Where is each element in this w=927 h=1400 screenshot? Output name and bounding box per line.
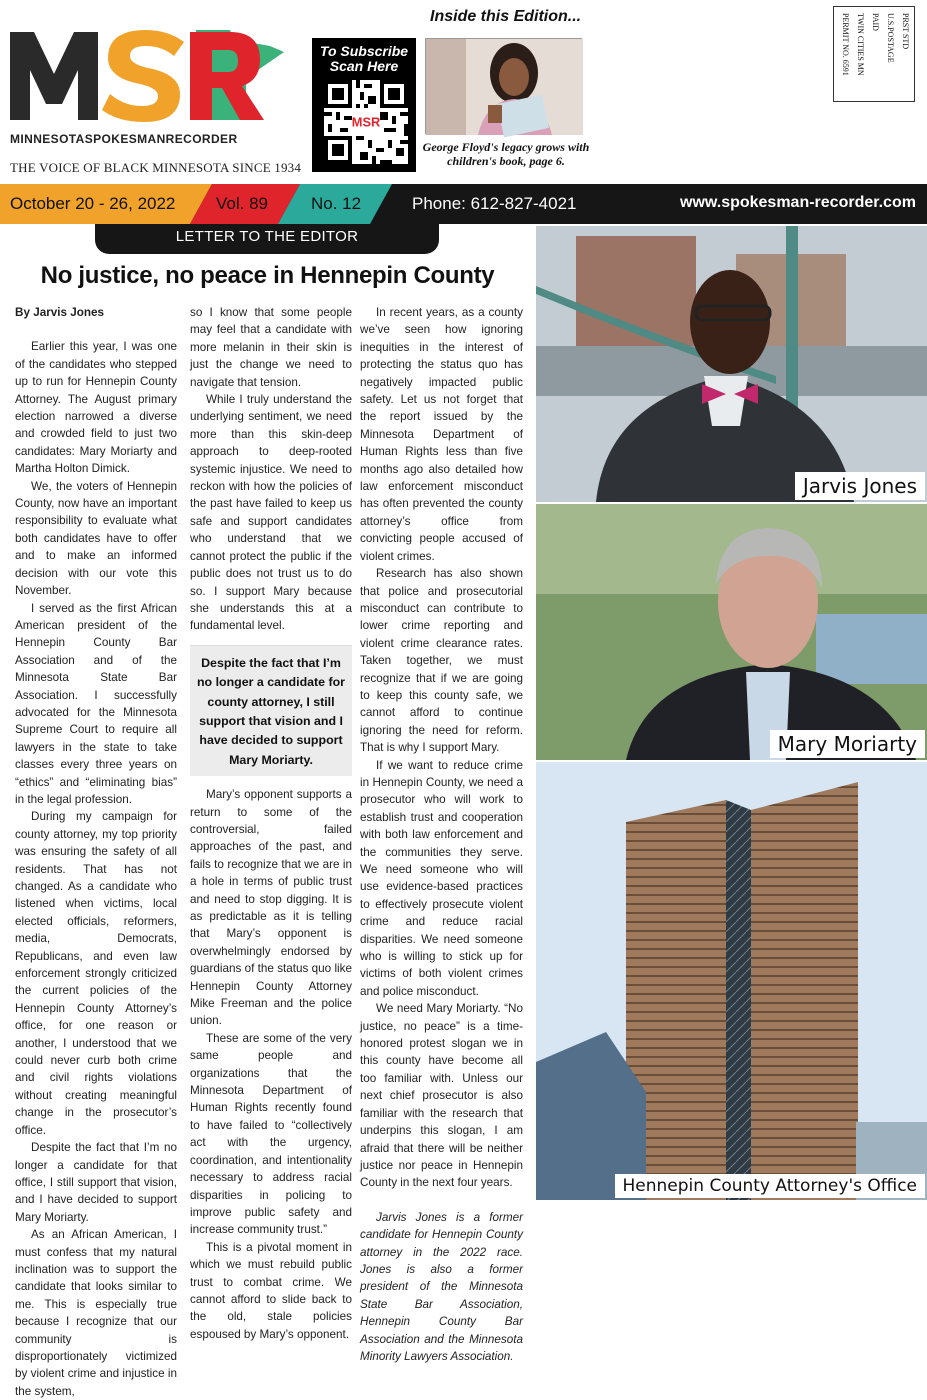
postage-line: U.S.POSTAGE	[886, 13, 895, 63]
msr-logo	[8, 22, 288, 122]
paragraph: We need Mary Moriarty. “No justice, no peace” is a time-honored protest slogan we in this county have become all too familiar with. Unless our next chief prosecutor is also familiar with the research that underpins this slogan, I am afraid that there will be neither justice nor peace in Hennepin County in the next four years.	[360, 1002, 523, 1190]
paragraph: This is a pivotal moment in which we must rebuild public trust to combat crime. We cannot afford to slide back to the old, stale policies espoused by Mary’s opponent.	[190, 1240, 352, 1341]
paragraph: so I know that some people may feel that a candidate with more melanin in their skin is just the change we need to navigate that tension.	[190, 306, 352, 389]
photo-mary-moriarty[interactable]	[536, 504, 927, 760]
postage-line: PAID	[871, 13, 880, 31]
paragraph: While I truly understand the underlying sentiment, we need more than this skin-deep approach to deep-rooted systemic injustice. We need to reckon with how the policies of the past have failed to keep us safe and support candidates who understand that we cannot protect the public if the public does not trust us to do so. I support Mary because she understands this at a fundamental level.	[190, 393, 352, 633]
website-link[interactable]: www.spokesman-recorder.com	[680, 194, 916, 211]
logo-letter-s	[102, 30, 184, 122]
paragraph: These are some of the very same people and organizations that the Minnesota Department of Human Rights recently found to have failed to “collectively act with the urgency, coordination, and intentionality necessary to address racial disparities in policing to improve public safety and increase community trust.”	[190, 1031, 352, 1237]
mary-moriarty-image	[536, 504, 927, 760]
tagline: THE VOICE OF BLACK MINNESOTA SINCE 1934	[10, 160, 302, 175]
paragraph: During my campaign for county attorney, my top priority was ensuring the safety of all residents. That has not changed. As a candidate who listened when victims, local elected officials, reformers, media, Democrats, Republicans, and even law enforcement strongly criticized the current policies of the Hennepin County Attorney’s office, for one reason or another, I understood that we could never curb both crime and civil rights violations without creating meaningful change in the prosecutor’s office.	[15, 810, 177, 1137]
paragraph: As an African American, I must confess that my natural inclination was to support the candidate that looks similar to me. This is especially true because I recognize that our community is disproportionately victimized by violent crime and injustice in the system,	[15, 1228, 177, 1398]
phone-number[interactable]: Phone: 612-827-4021	[412, 194, 577, 213]
postage-line: TWIN CITIES MN	[856, 13, 865, 76]
paragraph: Mary’s opponent supports a return to some of the controversial, failed approaches of the past, and fails to recognize that we are in a hole in terms of public trust and need to stop digging. It is as predictable as it is telling that Mary’s opponent is overwhelmingly endorsed by guardians of the status quo like Hennepin County Attorney Mike Freeman and the police union.	[190, 788, 352, 1028]
pull-quote: Despite the fact that I’m no longer a candidate for county attorney, I still support that vision and I have decided to support Mary Moriarty.	[190, 645, 352, 776]
byline: By Jarvis Jones	[15, 306, 105, 319]
paragraph: Despite the fact that I’m no longer a candidate for that office, I still support that vision, and I have decided to support Mary Moriarty.	[15, 1141, 177, 1224]
article-headline: No justice, no peace in Hennepin County	[40, 262, 495, 289]
paragraph: I served as the first African American president of the Hennepin County Bar Association and of the Minnesota State Bar Association. I successfully advocated for the Minnesota Supreme Court to require all lawyers in the state to take classes every three years on “ethics” and “eliminating bias” in the legal profession.	[15, 601, 177, 806]
county-building-image	[536, 762, 927, 1200]
postage-indicia	[833, 6, 915, 102]
logo-letter-m	[10, 32, 98, 120]
photo-jarvis-jones[interactable]	[536, 226, 927, 502]
issue-date: October 20 - 26, 2022	[10, 194, 176, 213]
section-tab	[95, 224, 439, 254]
issue-number: No. 12	[311, 194, 362, 213]
paragraph: If we want to reduce crime in Hennepin County, we need a prosecutor who will work to establish trust and cooperation with both law enforcement and the communities they serve. We need someone who will use evidence-based practices to effectively prosecute violent crime and reduce racial disparities. We need someone who is willing to stick up for victims of both violent crimes and police misconduct.	[360, 758, 523, 998]
logo-subtitle: MINNESOTASPOKESMANRECORDER	[10, 132, 238, 146]
paragraph: Earlier this year, I was one of the candidates who stepped up to run for Hennepin County Attorney. The August primary election narrowed a diverse and crowded field to just two candidates: Mary Moriarty and Martha Holton Dimick.	[15, 340, 177, 476]
subscribe-box[interactable]	[312, 38, 416, 172]
inside-edition-caption[interactable]: George Floyd's legacy grows with children's book, page 6.	[422, 140, 590, 168]
masthead	[0, 0, 927, 183]
inside-edition-title: Inside this Edition...	[430, 8, 582, 25]
jarvis-jones-image	[536, 226, 927, 502]
volume-number: Vol. 89	[216, 194, 268, 213]
photo-county-attorney-office[interactable]	[536, 762, 927, 1200]
subscribe-text: To Subscribe Scan Here	[319, 43, 409, 74]
paragraph: In recent years, as a county we’ve seen how ignoring inequities in the interest of protecting the status quo has negatively impacted public safety. Let us not forget that the report issued by the Minnesota Department of Human Rights less than five months ago also detailed how law enforcement misconduct has often prevented the county attorney’s office from convicting people accused of violent crimes.	[360, 306, 523, 563]
article-column-2	[190, 304, 352, 1343]
author-bio: Jarvis Jones is a former candidate for Hennepin County attorney in the 2022 race. Jones is also a former president of the Minnesota State Bar Association, Hennepin County Bar Association and the Minnesota Minority Lawyers Association.	[360, 1210, 523, 1363]
paragraph: We, the voters of Hennepin County, now have an important responsibility to evaluate what both candidates have to offer and to make an informed decision with our vote this November.	[15, 479, 177, 598]
postage-line: PERMIT NO. 6591	[841, 13, 850, 76]
inside-edition-photo[interactable]	[425, 38, 582, 134]
article-column-3	[360, 304, 523, 1365]
paragraph: Research has also shown that police and prosecutorial misconduct can contribute to lower crime reporting and violent crime clearance rates. Taken together, we must recognize that if we are going to keep this county safe, we cannot afford to continue ignoring the need for reform. That is why I support Mary.	[360, 567, 523, 755]
section-label: LETTER TO THE EDITOR	[175, 228, 359, 245]
qr-code-icon[interactable]	[324, 80, 408, 164]
article-column-1	[15, 304, 177, 1400]
photo-label: Hennepin County Attorney's Office	[615, 1174, 926, 1198]
postage-line: PRST STD	[901, 13, 910, 50]
photo-label: Mary Moriarty	[770, 730, 925, 758]
girl-with-book-image	[426, 39, 583, 135]
svg-text:MSR: MSR	[351, 114, 381, 130]
photo-label: Jarvis Jones	[795, 472, 925, 500]
